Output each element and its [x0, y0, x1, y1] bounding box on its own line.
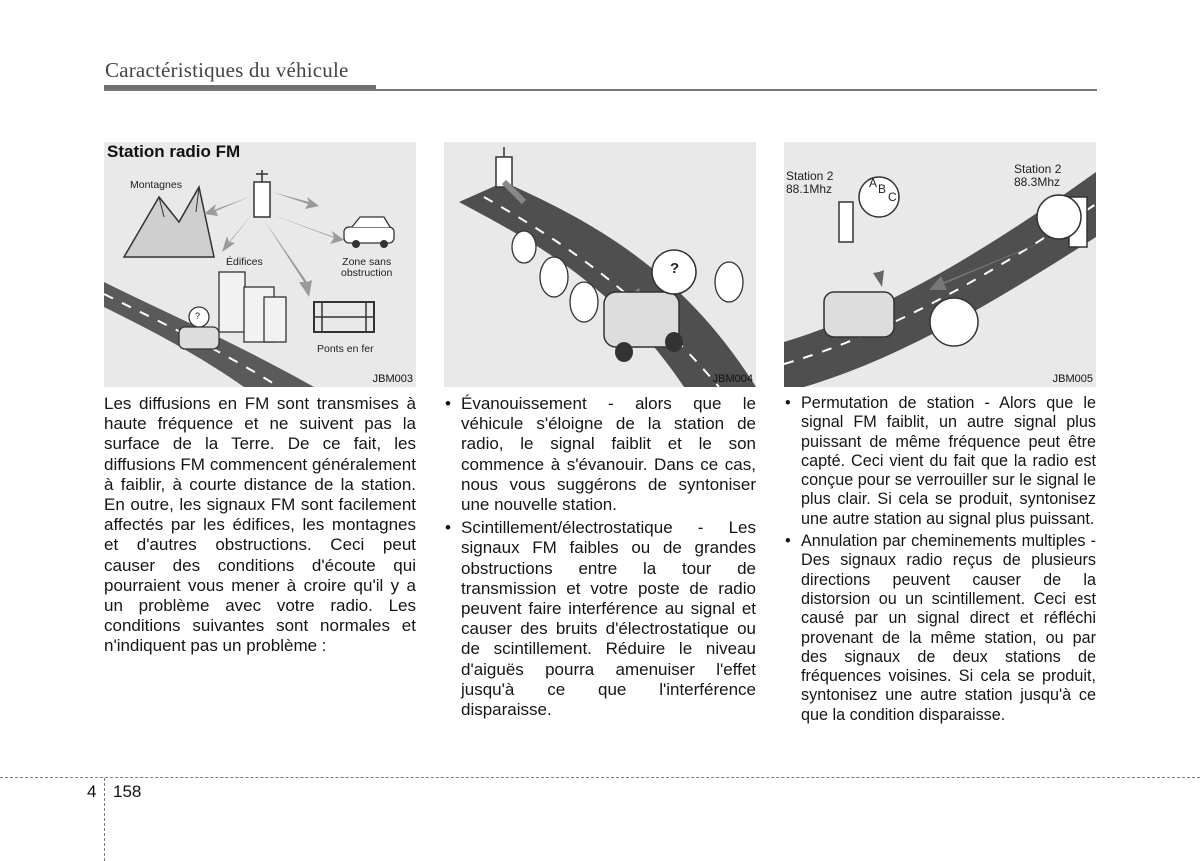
- figure-station-switching: [784, 142, 1096, 387]
- column-fading-static: [444, 394, 756, 723]
- question-mark: ?: [195, 311, 201, 321]
- bullet-text: Scintillement/électrostatique - Les signaux FM faibles ou de grandes obstructions entre la tour de transmission et votre poste de radio peuvent faire interférence au signal et causer des bruits d'électrostatique ou de scintillement. Réduire le niveau d'aiguës pourra amenuiser l'effet jusqu'à ce que l'interférence disparaisse.: [461, 518, 756, 720]
- figure-code: JBM005: [1052, 373, 1093, 385]
- bullet-marker: •: [445, 518, 451, 538]
- bullet-static: [444, 518, 756, 720]
- label-clear-zone: [341, 257, 392, 279]
- station-left-name: Station 2: [786, 169, 834, 183]
- bullet-multipath: [784, 532, 1096, 725]
- figure-title: Station radio FM: [107, 142, 241, 161]
- bullet-text: Annulation par cheminements multiples - Des signaux radio reçus de plusieurs directions peuvent causer de la distorsion ou un scintillement. Ceci est causé par un signal direct et réfléchi provenant de la même station, ou par des signaux de deux stations de fréquences voisines. Si cela se produit, syntonisez une autre station jusqu'à ce que la condition disparaisse.: [801, 532, 1096, 724]
- figure-fading: [444, 142, 756, 387]
- bullet-fading: [444, 394, 756, 515]
- column-switching-multipath: [784, 394, 1096, 728]
- station-left-frequency: 88.1Mhz: [786, 182, 833, 196]
- intro-paragraph: Les diffusions en FM sont transmises à haute fréquence et ne suivent pas la surface de la Terre. De ce fait, les diffusions FM commencent généralement à faiblir, à courte distance de la station. En outre, les signaux FM sont facilement affectés par les édifices, les montagnes et d'autres obstructions. Ceci peut causer des conditions d'écoute qui pourraient vous mener à croire qu'il y a un problème avec votre radio. Les conditions suivantes sont normales et n'indiquent pas un problème :: [104, 394, 416, 656]
- footer-dashed-rule: [0, 777, 1200, 778]
- bullet-text: Évanouissement - alors que le véhicule s'éloigne de la station de radio, le signal faiblit et le son commence à s'évanouir. Dans ce cas, nous vous suggérons de syntoniser une nouvelle station.: [461, 394, 756, 515]
- figure-code: JBM004: [712, 373, 753, 385]
- figure-code: JBM003: [372, 373, 413, 385]
- label-mountains: Montagnes: [130, 179, 182, 191]
- label-clear-zone-line2: obstruction: [341, 267, 393, 279]
- letter-a: A: [869, 176, 878, 190]
- station-right-label: [1014, 163, 1061, 189]
- header-rule: [104, 89, 1097, 91]
- letter-c: C: [888, 190, 897, 204]
- station-right-name: Station 2: [1014, 162, 1062, 176]
- chapter-number: 4: [87, 782, 97, 801]
- fading-illustration: [444, 142, 756, 387]
- bullet-station-switching: [784, 394, 1096, 529]
- footer-dashed-divider: [104, 778, 105, 861]
- label-buildings: Édifices: [226, 256, 263, 268]
- question-mark: ?: [670, 260, 680, 277]
- page-number: 158: [113, 782, 142, 801]
- bullet-text: Permutation de station - Alors que le signal FM faiblit, un autre signal plus puissant de même fréquence peut être capté. Ceci vient du fait que la radio est conçue pour se verrouiller sur le signal le plus clair. Si cela se produit, syntonisez une autre station au signal plus puissant.: [801, 394, 1096, 528]
- label-iron-bridge: Ponts en fer: [317, 343, 374, 355]
- station-right-frequency: 88.3Mhz: [1014, 175, 1061, 189]
- column-intro: [104, 394, 416, 657]
- letter-b: B: [878, 182, 887, 196]
- label-clear-zone-line1: Zone sans: [342, 256, 392, 268]
- bullet-marker: •: [785, 394, 791, 412]
- station-left-label: [786, 170, 833, 196]
- section-header-title: Caractéristiques du véhicule: [105, 58, 349, 82]
- figure-fm-station: [104, 142, 416, 387]
- bullet-marker: •: [785, 532, 791, 551]
- bullet-marker: •: [445, 394, 451, 413]
